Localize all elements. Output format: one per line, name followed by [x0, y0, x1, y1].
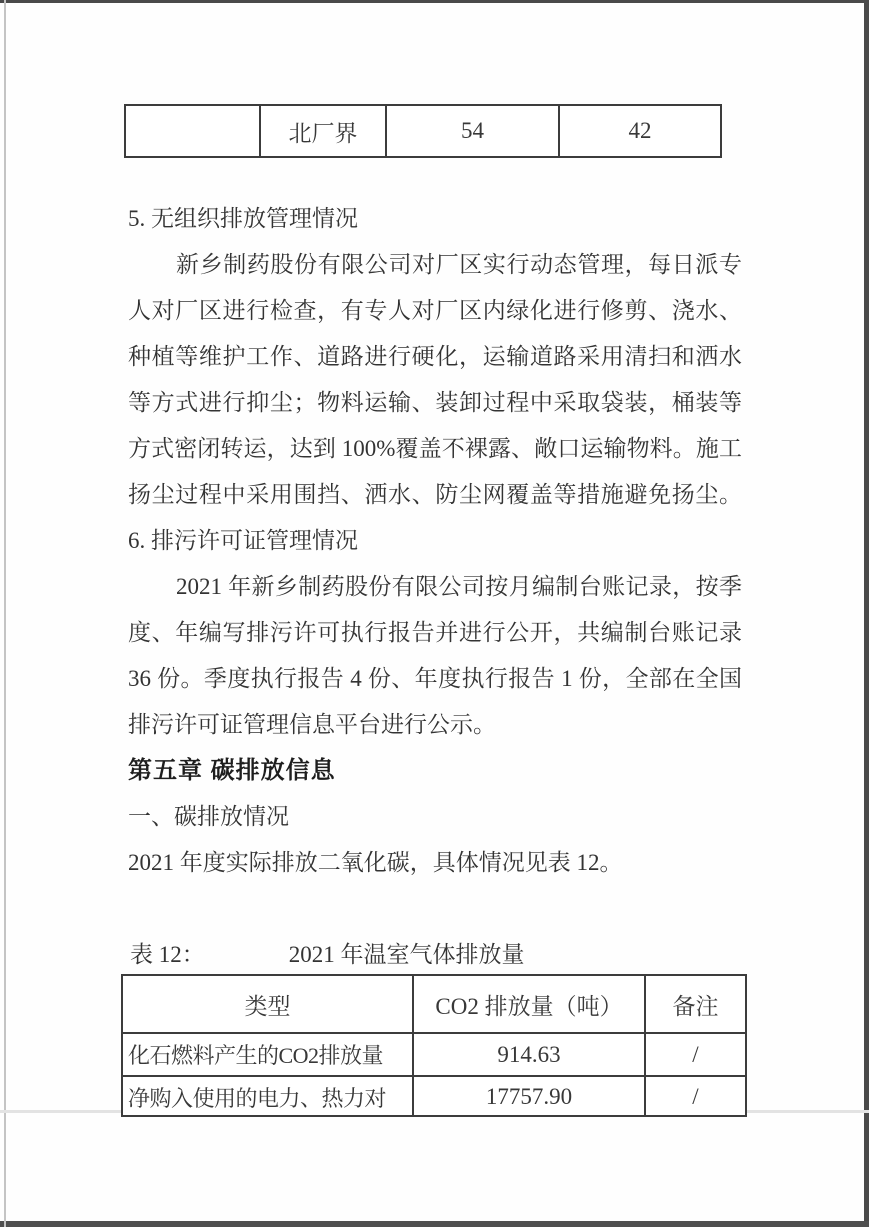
section6-heading: 6. 排污许可证管理情况 [128, 528, 358, 553]
body-line: 新乡制药股份有限公司对厂区实行动态管理，每日派专 [176, 252, 742, 277]
header-cell-type: 类型 [244, 993, 291, 1019]
row-remark-cell: / [644, 1034, 745, 1075]
boundary-monitoring-table-fragment [124, 104, 722, 158]
body-line: 方式密闭转运，达到 100%覆盖不裸露、敞口运输物料。施工 [128, 436, 742, 461]
subsection-heading: 一、碳排放情况 [128, 804, 289, 829]
table-cell-location: 北厂界 [259, 106, 385, 156]
table-row [123, 1032, 745, 1075]
row-value-cell: 914.63 [412, 1034, 644, 1075]
table-row [123, 1075, 745, 1117]
row-label-cell: 净购入使用的电力、热力对 [128, 1085, 387, 1111]
table-cell-value-2: 42 [558, 106, 720, 156]
intro-line: 2021 年度实际排放二氧化碳，具体情况见表 12。 [128, 850, 623, 875]
table12-caption-title: 2021 年温室气体排放量 [288, 942, 525, 967]
body-line: 36 份。季度执行报告 4 份、年度执行报告 1 份，全部在全国 [128, 666, 742, 691]
ghg-emissions-table [121, 974, 747, 1117]
scan-border-bottom [0, 1221, 869, 1227]
scan-border-right [864, 0, 869, 1227]
header-cell-co2-amount: CO2 排放量（吨） [412, 976, 644, 1032]
table-header-row [123, 976, 745, 1032]
section5-heading: 5. 无组织排放管理情况 [128, 206, 358, 231]
body-line: 扬尘过程中采用围挡、洒水、防尘网覆盖等措施避免扬尘。 [128, 482, 742, 507]
header-cell-remarks: 备注 [644, 976, 745, 1032]
chapter5-heading: 第五章 碳排放信息 [128, 757, 336, 784]
body-line: 种植等维护工作、道路进行硬化，运输道路采用清扫和洒水 [128, 344, 742, 369]
scan-border-left [4, 0, 6, 1227]
body-text [128, 196, 742, 886]
body-line: 人对厂区进行检查，有专人对厂区内绿化进行修剪、浇水、 [128, 298, 742, 323]
table12-caption [130, 932, 750, 978]
body-line: 排污许可证管理信息平台进行公示。 [128, 712, 496, 737]
row-remark-cell: / [644, 1077, 745, 1117]
row-value-cell: 17757.90 [412, 1077, 644, 1117]
body-line: 度、年编写排污许可执行报告并进行公开，共编制台账记录 [128, 620, 742, 645]
body-line: 2021 年新乡制药股份有限公司按月编制台账记录，按季 [176, 574, 742, 599]
scan-border-top [0, 0, 869, 3]
body-line: 等方式进行抑尘；物料运输、装卸过程中采取袋装，桶装等 [128, 390, 742, 415]
table-cell-empty [126, 106, 259, 156]
table-cell-value-1: 54 [385, 106, 558, 156]
row-label-cell: 化石燃料产生的CO2排放量 [128, 1043, 384, 1068]
table12-caption-label: 表 12： [130, 942, 205, 967]
